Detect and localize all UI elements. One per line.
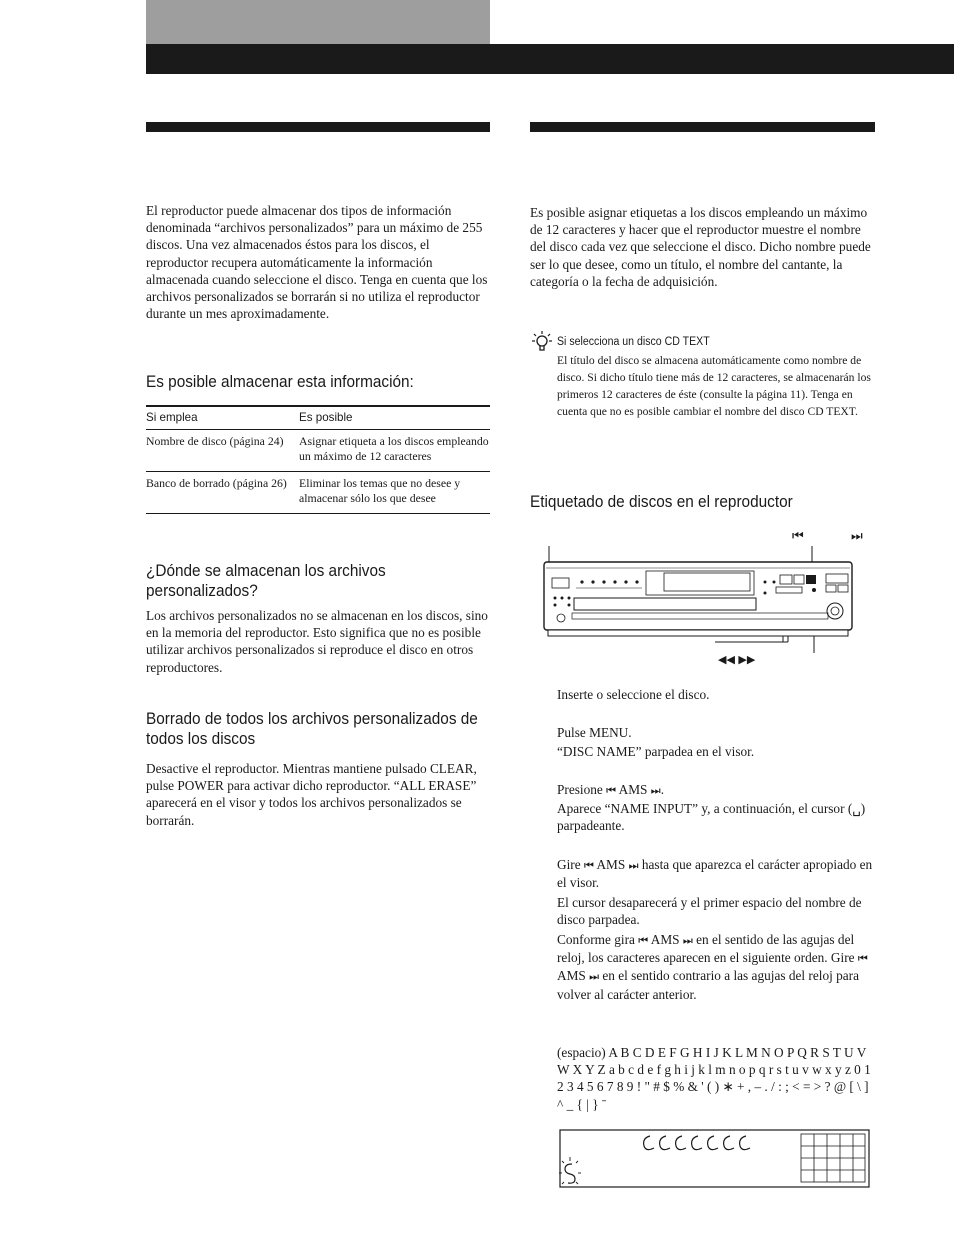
step-4c-part2: AMS <box>648 932 683 947</box>
left-section-rule <box>146 122 490 132</box>
step-4c-part1: Conforme gira <box>557 932 639 947</box>
next-icon: ⏭ <box>650 784 661 797</box>
step-3b-text: Aparece “NAME INPUT” y, a continuación, el cursor (␣) parpadeante. <box>557 801 866 834</box>
step-3a-mid: AMS <box>616 782 651 797</box>
cd-player-diagram <box>540 538 860 658</box>
step-4c-part3: en el sentido de las agujas del reloj, los caracteres aparecen en el siguiente orden. Gire <box>557 932 858 966</box>
next-icon: ⏭ <box>682 934 693 947</box>
right-section-rule <box>530 122 875 132</box>
table-heading: Es posible almacenar esta información: <box>146 373 414 391</box>
table-cell: Nombre de disco (página 24) <box>146 434 284 448</box>
step-4a-mid: AMS <box>593 857 629 872</box>
header-black-bar <box>146 44 954 74</box>
prev-icon: ⏮ <box>606 784 617 797</box>
section-text-erase: Desactive el reproductor. Mientras mantiene pulsado CLEAR, pulse POWER para activar dicho reproductor. “ALL ERASE” aparecerá en el visor y todos los archivos personalizados se borrarán. <box>146 761 477 828</box>
display-illustration <box>558 1128 872 1190</box>
header-grey-tab <box>146 0 490 44</box>
table-header-row <box>146 407 490 430</box>
step-3a-text <box>557 781 875 799</box>
character-sequence: (espacio) A B C D E F G H I J K L M N O P Q R S T U V W X Y Z a b c d e f g h i j k l m n o p q r s t u v w x y z 0 1 2 3 4 5 6 7 8 9 ! " # $ % & ' ( ) ∗ + , – . / : ; < = > ? @ [ \ ] ^ _ { | } ˉ <box>557 1045 871 1112</box>
section-title-storage: ¿Dónde se almacenan los archivos personalizados? <box>146 562 386 600</box>
prev-icon: ⏮ <box>857 952 868 966</box>
step-4b-text: El cursor desaparecerá y el primer espacio del nombre de disco parpadea. <box>557 895 862 928</box>
right-intro-text: Es posible asignar etiquetas a los discos empleando un máximo de 12 caracteres y hacer que el reproductor muestre el nombre del disco cada vez que seleccione el disco. Dicho nombre puede ser lo que desee, como un título, el nombre del cantante, la categoría o la fecha de adquisición. <box>530 205 871 289</box>
table-header-cell: Es posible <box>299 411 353 424</box>
step-4a-post: hasta que aparezca el carácter apropiado en el visor. <box>557 857 873 891</box>
step-4c-part5: en el sentido contrario a las agujas del reloj para volver al carácter anterior. <box>557 968 859 1002</box>
table-row <box>146 472 490 514</box>
next-icon: ⏭ <box>589 970 600 984</box>
table-header-cell: Si emplea <box>146 411 198 424</box>
section-title-erase: Borrado de todos los archivos personalizados de todos los discos <box>146 710 478 748</box>
step-4c-part4: AMS <box>557 968 590 984</box>
table-cell: Banco de borrado (página 26) <box>146 476 287 490</box>
step-4c-text <box>557 931 875 1003</box>
subheading-labeling: Etiquetado de discos en el reproductor <box>530 493 793 511</box>
info-table <box>146 405 490 514</box>
hint-text: El título del disco se almacena automáticamente como nombre de disco. Si dicho título tiene más de 12 caracteres, se almacenarán los primeros 12 caracteres de éste (consulte la página 11). Tenga en cuenta que no es posible cambiar el nombre del disco CD TEXT. <box>557 354 871 418</box>
step-2a-text: Pulse MENU. <box>557 725 632 740</box>
lightbulb-hint-icon <box>531 330 553 354</box>
next-icon: ⏭ <box>628 859 639 872</box>
step-3a-post: . <box>660 782 665 797</box>
table-cell: Eliminar los temas que no desee y almacenar sólo los que desee <box>299 476 461 505</box>
step-4a-pre: Gire <box>557 857 584 872</box>
prev-icon: ⏮ <box>638 934 649 947</box>
step-2b-text: “DISC NAME” parpadea en el visor. <box>557 744 755 759</box>
next-ams-label: ⏭ <box>851 529 863 544</box>
prev-icon: ⏮ <box>583 859 594 872</box>
prev-ams-label: ⏮ <box>792 529 804 544</box>
step-3a-pre: Presione <box>557 782 607 797</box>
section-text-storage: Los archivos personalizados no se almacenan en los discos, sino en la memoria del reproductor. Esto significa que no es posible utilizar archivos personalizados si reproduce el disco en otros reproductores. <box>146 608 488 675</box>
rewind-ff-label: ◀◀ ▶▶ <box>718 653 756 666</box>
left-intro-text: El reproductor puede almacenar dos tipos de información denominada “archivos personalizados” para un máximo de 255 discos. Una vez almacenados éstos para los discos, el reproductor recupera automáticamente la información almacenada cuando seleccione el disco. Tenga en cuenta que los archivos personalizados se borrarán si no utiliza el reproductor durante un mes aproximadamente. <box>146 203 488 322</box>
step-1-text: Inserte o seleccione el disco. <box>557 687 710 702</box>
step-4a-text <box>557 856 875 891</box>
table-row <box>146 430 490 472</box>
table-cell: Asignar etiqueta a los discos empleando un máximo de 12 caracteres <box>299 434 489 463</box>
hint-title: Si selecciona un disco CD TEXT <box>557 336 710 348</box>
